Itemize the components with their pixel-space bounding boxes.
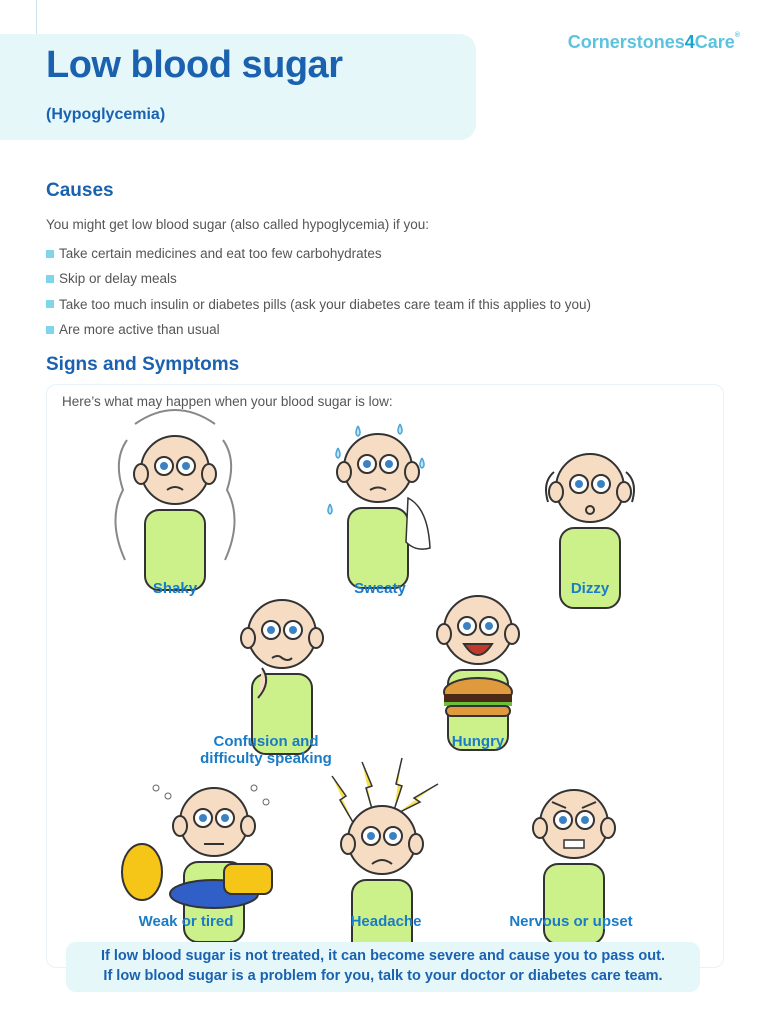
confusion-figure-icon: [241, 600, 323, 754]
symptom-label-confusion-line1: Confusion and: [213, 733, 319, 750]
brand-name-part2: 4: [684, 32, 695, 52]
symptom-label-shaky: Shaky: [152, 580, 198, 597]
cause-text: Are more active than usual: [59, 322, 220, 338]
symptom-label-hungry: Hungry: [451, 733, 505, 750]
page-title: Low blood sugar: [46, 44, 343, 86]
cause-text: Take certain medicines and eat too few carbohydrates: [59, 246, 382, 262]
sweaty-figure-icon: [328, 424, 430, 588]
cause-text: Skip or delay meals: [59, 271, 177, 287]
causes-heading: Causes: [46, 180, 114, 201]
symptom-label-confusion: [186, 733, 346, 767]
page-subtitle: (Hypoglycemia): [46, 106, 166, 123]
symptom-label-nervous: Nervous or upset: [509, 913, 633, 930]
symptom-label-weak: Weak or tired: [138, 913, 234, 930]
cause-text: Take too much insulin or diabetes pills (ask your diabetes care team if this applies to you): [59, 296, 592, 312]
hungry-figure-icon: [437, 596, 519, 750]
brand-trademark: ®: [734, 32, 740, 39]
symptom-label-sweaty: Sweaty: [354, 580, 406, 597]
warning-line-2: If low blood sugar is a problem for you, talk to your doctor or diabetes care team.: [103, 968, 663, 984]
brand-name-part3: Care: [694, 32, 735, 52]
warning-line-1: If low blood sugar is not treated, it can become severe and cause you to pass out.: [100, 948, 666, 964]
symptom-label-confusion-line2: difficulty speaking: [200, 750, 332, 767]
shaky-figure-icon: [115, 410, 234, 590]
brand-name-part1: Cornerstones: [567, 32, 685, 52]
signs-heading: Signs and Symptoms: [46, 354, 240, 375]
symptom-label-dizzy: Dizzy: [570, 580, 610, 597]
causes-intro: You might get low blood sugar (also called hypoglycemia) if you:: [46, 217, 429, 232]
symptom-label-headache: Headache: [350, 913, 422, 930]
symptoms-intro: Here’s what may happen when your blood sugar is low:: [62, 394, 393, 409]
